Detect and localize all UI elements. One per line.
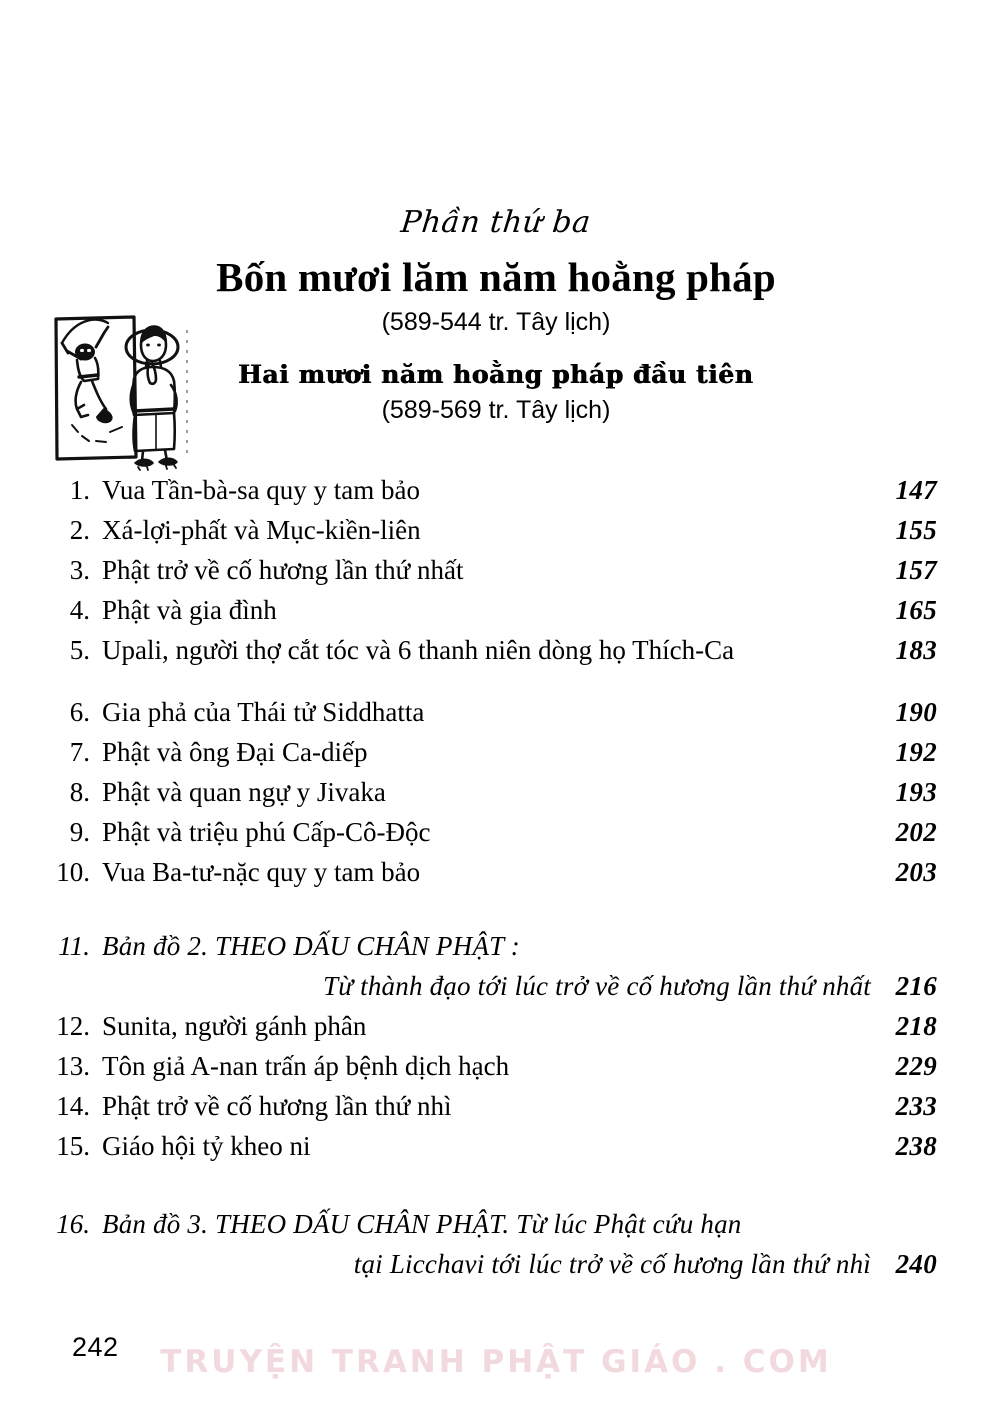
toc-entry-title: Gia phả của Thái tử Siddhatta — [102, 697, 425, 727]
toc-entry-page: 218 — [895, 1011, 937, 1041]
toc-entry-number: 3. — [69, 555, 90, 585]
toc-entry-number: 8. — [69, 777, 90, 807]
toc-entry[interactable] — [0, 852, 992, 892]
toc-spacer — [0, 670, 992, 692]
toc-entry[interactable] — [0, 772, 992, 812]
toc-entry-subtitle: tại Licchavi tới lúc trở về cố hương lần thứ nhì — [353, 1249, 871, 1279]
toc-group-third — [0, 1006, 992, 1166]
toc-entry[interactable] — [0, 630, 992, 670]
toc-entry[interactable] — [0, 510, 992, 550]
toc-entry-number: 11. — [58, 931, 90, 961]
page-number: 242 — [72, 1332, 119, 1362]
toc-entry-page: 193 — [895, 777, 937, 807]
site-watermark: TRUYỆN TRANH PHẬT GIÁO . COM — [160, 1344, 832, 1380]
toc-entry[interactable] — [0, 1204, 992, 1244]
toc-entry-number: 9. — [69, 817, 90, 847]
toc-entry[interactable] — [0, 732, 992, 772]
toc-entry-number: 7. — [69, 737, 90, 767]
toc-entry-page: 192 — [895, 737, 937, 767]
toc-entry-title: Phật trở về cố hương lần thứ nhất — [102, 555, 464, 585]
toc-entry-number: 15. — [56, 1131, 90, 1161]
toc-entry-subtitle: Từ thành đạo tới lúc trở về cố hương lần thứ nhất — [323, 971, 871, 1001]
toc-entry-page: 202 — [895, 817, 937, 847]
toc-entry[interactable] — [0, 550, 992, 590]
toc-entry[interactable] — [0, 812, 992, 852]
toc-entry-number: 4. — [69, 595, 90, 625]
main-date-range: (589-544 tr. Tây lịch) — [381, 308, 611, 337]
toc-entry-title: Upali, người thợ cắt tóc và 6 thanh niên dòng họ Thích-Ca — [102, 635, 735, 665]
toc-entry-title: Xá-lợi-phất và Mục-kiền-liên — [102, 515, 421, 545]
toc-entry-number: 1. — [69, 475, 90, 505]
toc-entry[interactable] — [0, 926, 992, 966]
toc-entry-number: 13. — [56, 1051, 90, 1081]
toc-entry-title: Phật và ông Đại Ca-diếp — [102, 737, 368, 767]
toc-entry-number: 5. — [69, 635, 90, 665]
toc-entry[interactable] — [0, 1006, 992, 1046]
toc-entry-number: 16. — [56, 1209, 90, 1239]
toc-entry[interactable] — [0, 692, 992, 732]
toc-entry-page: 190 — [895, 697, 937, 727]
toc-entry-title: Sunita, người gánh phân — [102, 1011, 367, 1041]
toc-entry-page: 233 — [895, 1091, 937, 1121]
toc-entry-title: Phật và gia đình — [102, 595, 277, 625]
toc-entry-title: Phật trở về cố hương lần thứ nhì — [102, 1091, 452, 1121]
toc-entry-number: 10. — [56, 857, 90, 887]
toc-map-entry-2 — [0, 1204, 992, 1284]
part-label: Phần thứ ba — [399, 205, 593, 240]
toc-entry-number: 14. — [56, 1091, 90, 1121]
toc-entry[interactable] — [0, 470, 992, 510]
table-of-contents — [0, 470, 992, 1284]
toc-spacer — [0, 892, 992, 926]
toc-entry-title: Bản đồ 2. THEO DẤU CHÂN PHẬT : — [102, 931, 521, 961]
toc-entry-title: Phật và triệu phú Cấp-Cô-Độc — [102, 817, 431, 847]
toc-entry-title: Phật và quan ngự y Jivaka — [102, 777, 386, 807]
toc-entry-page: 216 — [895, 971, 937, 1001]
toc-entry[interactable] — [0, 1086, 992, 1126]
toc-entry-number: 2. — [69, 515, 90, 545]
toc-group-first — [0, 470, 992, 670]
toc-entry-title: Tôn giả A-nan trấn áp bệnh dịch hạch — [102, 1051, 510, 1081]
toc-entry-title: Giáo hội tỷ kheo ni — [102, 1131, 311, 1161]
toc-entry[interactable] — [0, 1126, 992, 1166]
toc-entry-page: 240 — [895, 1249, 937, 1279]
toc-entry-title: Vua Ba-tư-nặc quy y tam bảo — [102, 857, 421, 887]
toc-group-second — [0, 692, 992, 892]
toc-entry-page: 165 — [895, 595, 937, 625]
toc-map-entry-1 — [0, 926, 992, 1006]
toc-entry-continuation[interactable] — [0, 1244, 992, 1284]
toc-entry[interactable] — [0, 590, 992, 630]
toc-spacer — [0, 1166, 992, 1204]
toc-entry-page: 238 — [895, 1131, 937, 1161]
toc-entry-number: 12. — [56, 1011, 90, 1041]
toc-entry-number: 6. — [69, 697, 90, 727]
toc-entry[interactable] — [0, 1046, 992, 1086]
toc-entry-title: Vua Tần-bà-sa quy y tam bảo — [102, 475, 421, 505]
toc-entry-page: 229 — [895, 1051, 937, 1081]
toc-entry-page: 157 — [895, 555, 937, 585]
section-date-range: (589-569 tr. Tây lịch) — [381, 395, 611, 424]
toc-entry-continuation[interactable] — [0, 966, 992, 1006]
toc-entry-page: 203 — [895, 857, 937, 887]
section-title: Hai mươi năm hoằng pháp đầu tiên — [238, 360, 754, 390]
toc-entry-title: Bản đồ 3. THEO DẤU CHÂN PHẬT. Từ lúc Phật cứu hạn — [102, 1209, 742, 1239]
toc-entry-page: 147 — [895, 475, 937, 505]
page-title: Bốn mươi lăm năm hoằng pháp — [216, 254, 776, 300]
toc-entry-page: 183 — [895, 635, 937, 665]
page-header — [0, 205, 992, 425]
toc-entry-page: 155 — [895, 515, 937, 545]
